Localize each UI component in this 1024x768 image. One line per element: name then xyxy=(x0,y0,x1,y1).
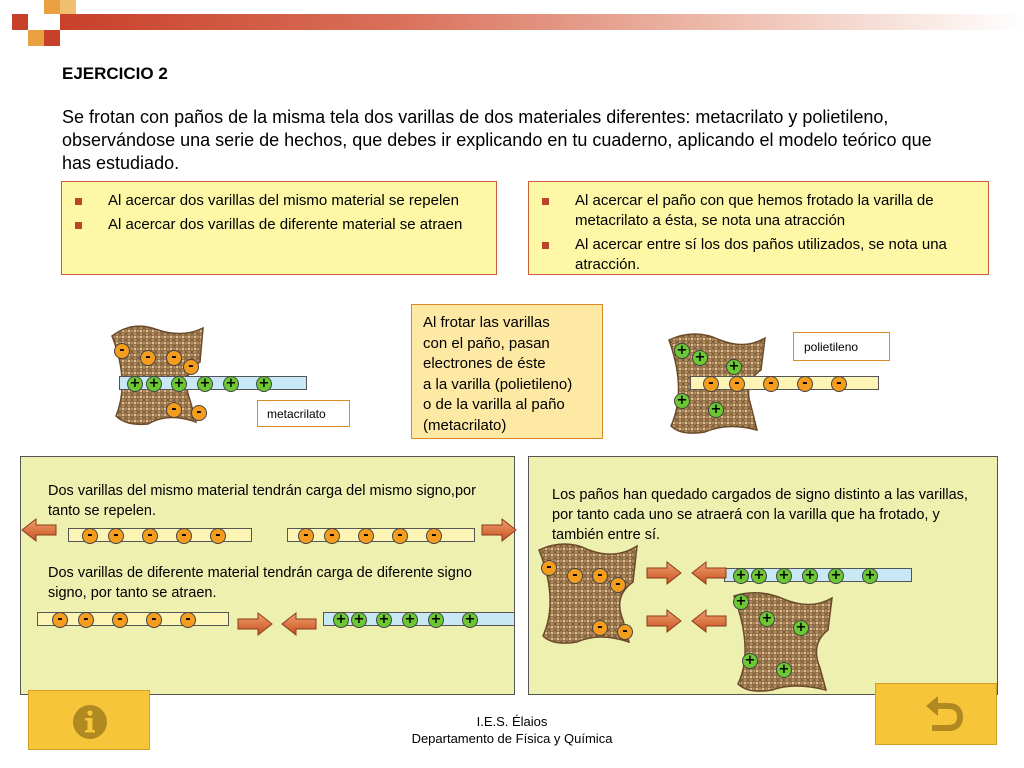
polietileno-label: polietileno xyxy=(793,332,890,361)
negative-charge: - xyxy=(183,359,199,375)
positive-charge: + xyxy=(428,612,444,628)
negative-charge: - xyxy=(176,528,192,544)
positive-charge: + xyxy=(256,376,272,392)
positive-charge: + xyxy=(708,402,724,418)
positive-charge: + xyxy=(127,376,143,392)
positive-charge: + xyxy=(733,568,749,584)
header-decoration-square xyxy=(12,14,28,30)
positive-charge: + xyxy=(462,612,478,628)
negative-charge: - xyxy=(610,577,626,593)
negative-charge: - xyxy=(592,568,608,584)
header-decoration-square xyxy=(28,30,44,46)
positive-charge: + xyxy=(828,568,844,584)
info-button[interactable] xyxy=(28,690,150,750)
negative-charge: - xyxy=(52,612,68,628)
negative-charge: - xyxy=(358,528,374,544)
panel-text-repel: Dos varillas del mismo material tendrán carga del mismo signo,por tanto se repelen. xyxy=(48,483,476,519)
negative-charge: - xyxy=(392,528,408,544)
positive-charge: + xyxy=(726,359,742,375)
return-arrow-icon xyxy=(876,684,998,746)
positive-charge: + xyxy=(146,376,162,392)
rod-negative xyxy=(287,528,475,542)
negative-charge: - xyxy=(108,528,124,544)
observation-item: Al acercar dos varillas de diferente material se atraen xyxy=(108,215,496,235)
explanation-line: o de la varilla al paño xyxy=(423,396,565,413)
positive-charge: + xyxy=(751,568,767,584)
arrow-left-icon xyxy=(20,517,58,543)
negative-charge: - xyxy=(541,560,557,576)
explanation-line: (metacrilato) xyxy=(423,416,507,434)
header-decoration-bar xyxy=(60,14,1024,30)
intro-text: Se frotan con paños de la misma tela dos varillas de dos materiales diferentes: metacrilato y polietileno, observándose una serie de hechos, que debes ir explicando en tu cuaderno, aplicando el modelo teórico que has estudiado. xyxy=(62,107,932,173)
positive-charge: + xyxy=(351,612,367,628)
arrow-right-icon xyxy=(645,560,683,586)
negative-charge: - xyxy=(210,528,226,544)
positive-charge: + xyxy=(223,376,239,392)
positive-charge: + xyxy=(674,393,690,409)
arrow-left-icon xyxy=(280,611,318,637)
negative-charge: - xyxy=(146,612,162,628)
explanation-line: con el paño, pasan xyxy=(423,334,550,352)
arrow-right-icon xyxy=(236,611,274,637)
metacrilato-label: metacrilato xyxy=(257,400,350,427)
positive-charge: + xyxy=(733,594,749,610)
negative-charge: - xyxy=(567,568,583,584)
explanation-box xyxy=(411,304,603,439)
negative-charge: - xyxy=(112,612,128,628)
explanation-line: Al frotar las varillas xyxy=(423,314,550,331)
negative-charge: - xyxy=(324,528,340,544)
footer-school: I.E.S. Élaios xyxy=(476,714,548,729)
negative-charge: - xyxy=(114,343,130,359)
positive-charge: + xyxy=(402,612,418,628)
positive-charge: + xyxy=(674,343,690,359)
arrow-right-icon xyxy=(480,517,518,543)
header-decoration-square xyxy=(44,0,60,14)
negative-charge: - xyxy=(140,350,156,366)
arrow-right-icon xyxy=(645,608,683,634)
explanation-line: electrones de éste xyxy=(423,355,546,372)
panel-text-attract: Dos varillas de diferente material tendrán carga de diferente signo signo, por tanto se atraen. xyxy=(48,565,472,601)
header-decoration-square xyxy=(44,30,60,46)
positive-charge: + xyxy=(802,568,818,584)
negative-charge: - xyxy=(166,402,182,418)
positive-charge: + xyxy=(171,376,187,392)
footer xyxy=(380,713,644,747)
positive-charge: + xyxy=(793,620,809,636)
positive-charge: + xyxy=(862,568,878,584)
negative-charge: - xyxy=(797,376,813,392)
positive-charge: + xyxy=(759,611,775,627)
arrow-left-icon xyxy=(690,608,728,634)
return-button[interactable] xyxy=(875,683,997,745)
negative-charge: - xyxy=(180,612,196,628)
observation-item: Al acercar el paño con que hemos frotado la varilla de metacrilato a ésta, se nota una atracción xyxy=(575,191,988,231)
positive-charge: + xyxy=(376,612,392,628)
negative-charge: - xyxy=(729,376,745,392)
positive-charge: + xyxy=(742,653,758,669)
observation-item: Al acercar entre sí los dos paños utilizados, se nota una atracción. xyxy=(575,235,988,275)
negative-charge: - xyxy=(831,376,847,392)
panel-text-cloths: Los paños han quedado cargados de signo distinto a las varillas, por tanto cada uno se atraerá con la varilla que ha frotado, y también entre sí. xyxy=(552,487,968,543)
explanation-line: a la varilla (polietileno) xyxy=(423,375,573,393)
negative-charge: - xyxy=(82,528,98,544)
footer-department: Departamento de Física y Química xyxy=(411,731,613,746)
negative-charge: - xyxy=(298,528,314,544)
negative-charge: - xyxy=(763,376,779,392)
positive-charge: + xyxy=(197,376,213,392)
positive-charge: + xyxy=(692,350,708,366)
negative-charge: - xyxy=(617,624,633,640)
negative-charge: - xyxy=(592,620,608,636)
negative-charge: - xyxy=(78,612,94,628)
observation-item: Al acercar dos varillas del mismo material se repelen xyxy=(108,191,496,211)
negative-charge: - xyxy=(166,350,182,366)
header-decoration-square xyxy=(60,0,76,14)
info-icon xyxy=(29,691,151,751)
observation-box-right xyxy=(528,181,989,275)
page-title: EJERCICIO 2 xyxy=(62,64,168,83)
negative-charge: - xyxy=(142,528,158,544)
positive-charge: + xyxy=(776,662,792,678)
arrow-left-icon xyxy=(690,560,728,586)
negative-charge: - xyxy=(703,376,719,392)
positive-charge: + xyxy=(776,568,792,584)
negative-charge: - xyxy=(191,405,207,421)
observation-box-left xyxy=(61,181,497,275)
positive-charge: + xyxy=(333,612,349,628)
negative-charge: - xyxy=(426,528,442,544)
